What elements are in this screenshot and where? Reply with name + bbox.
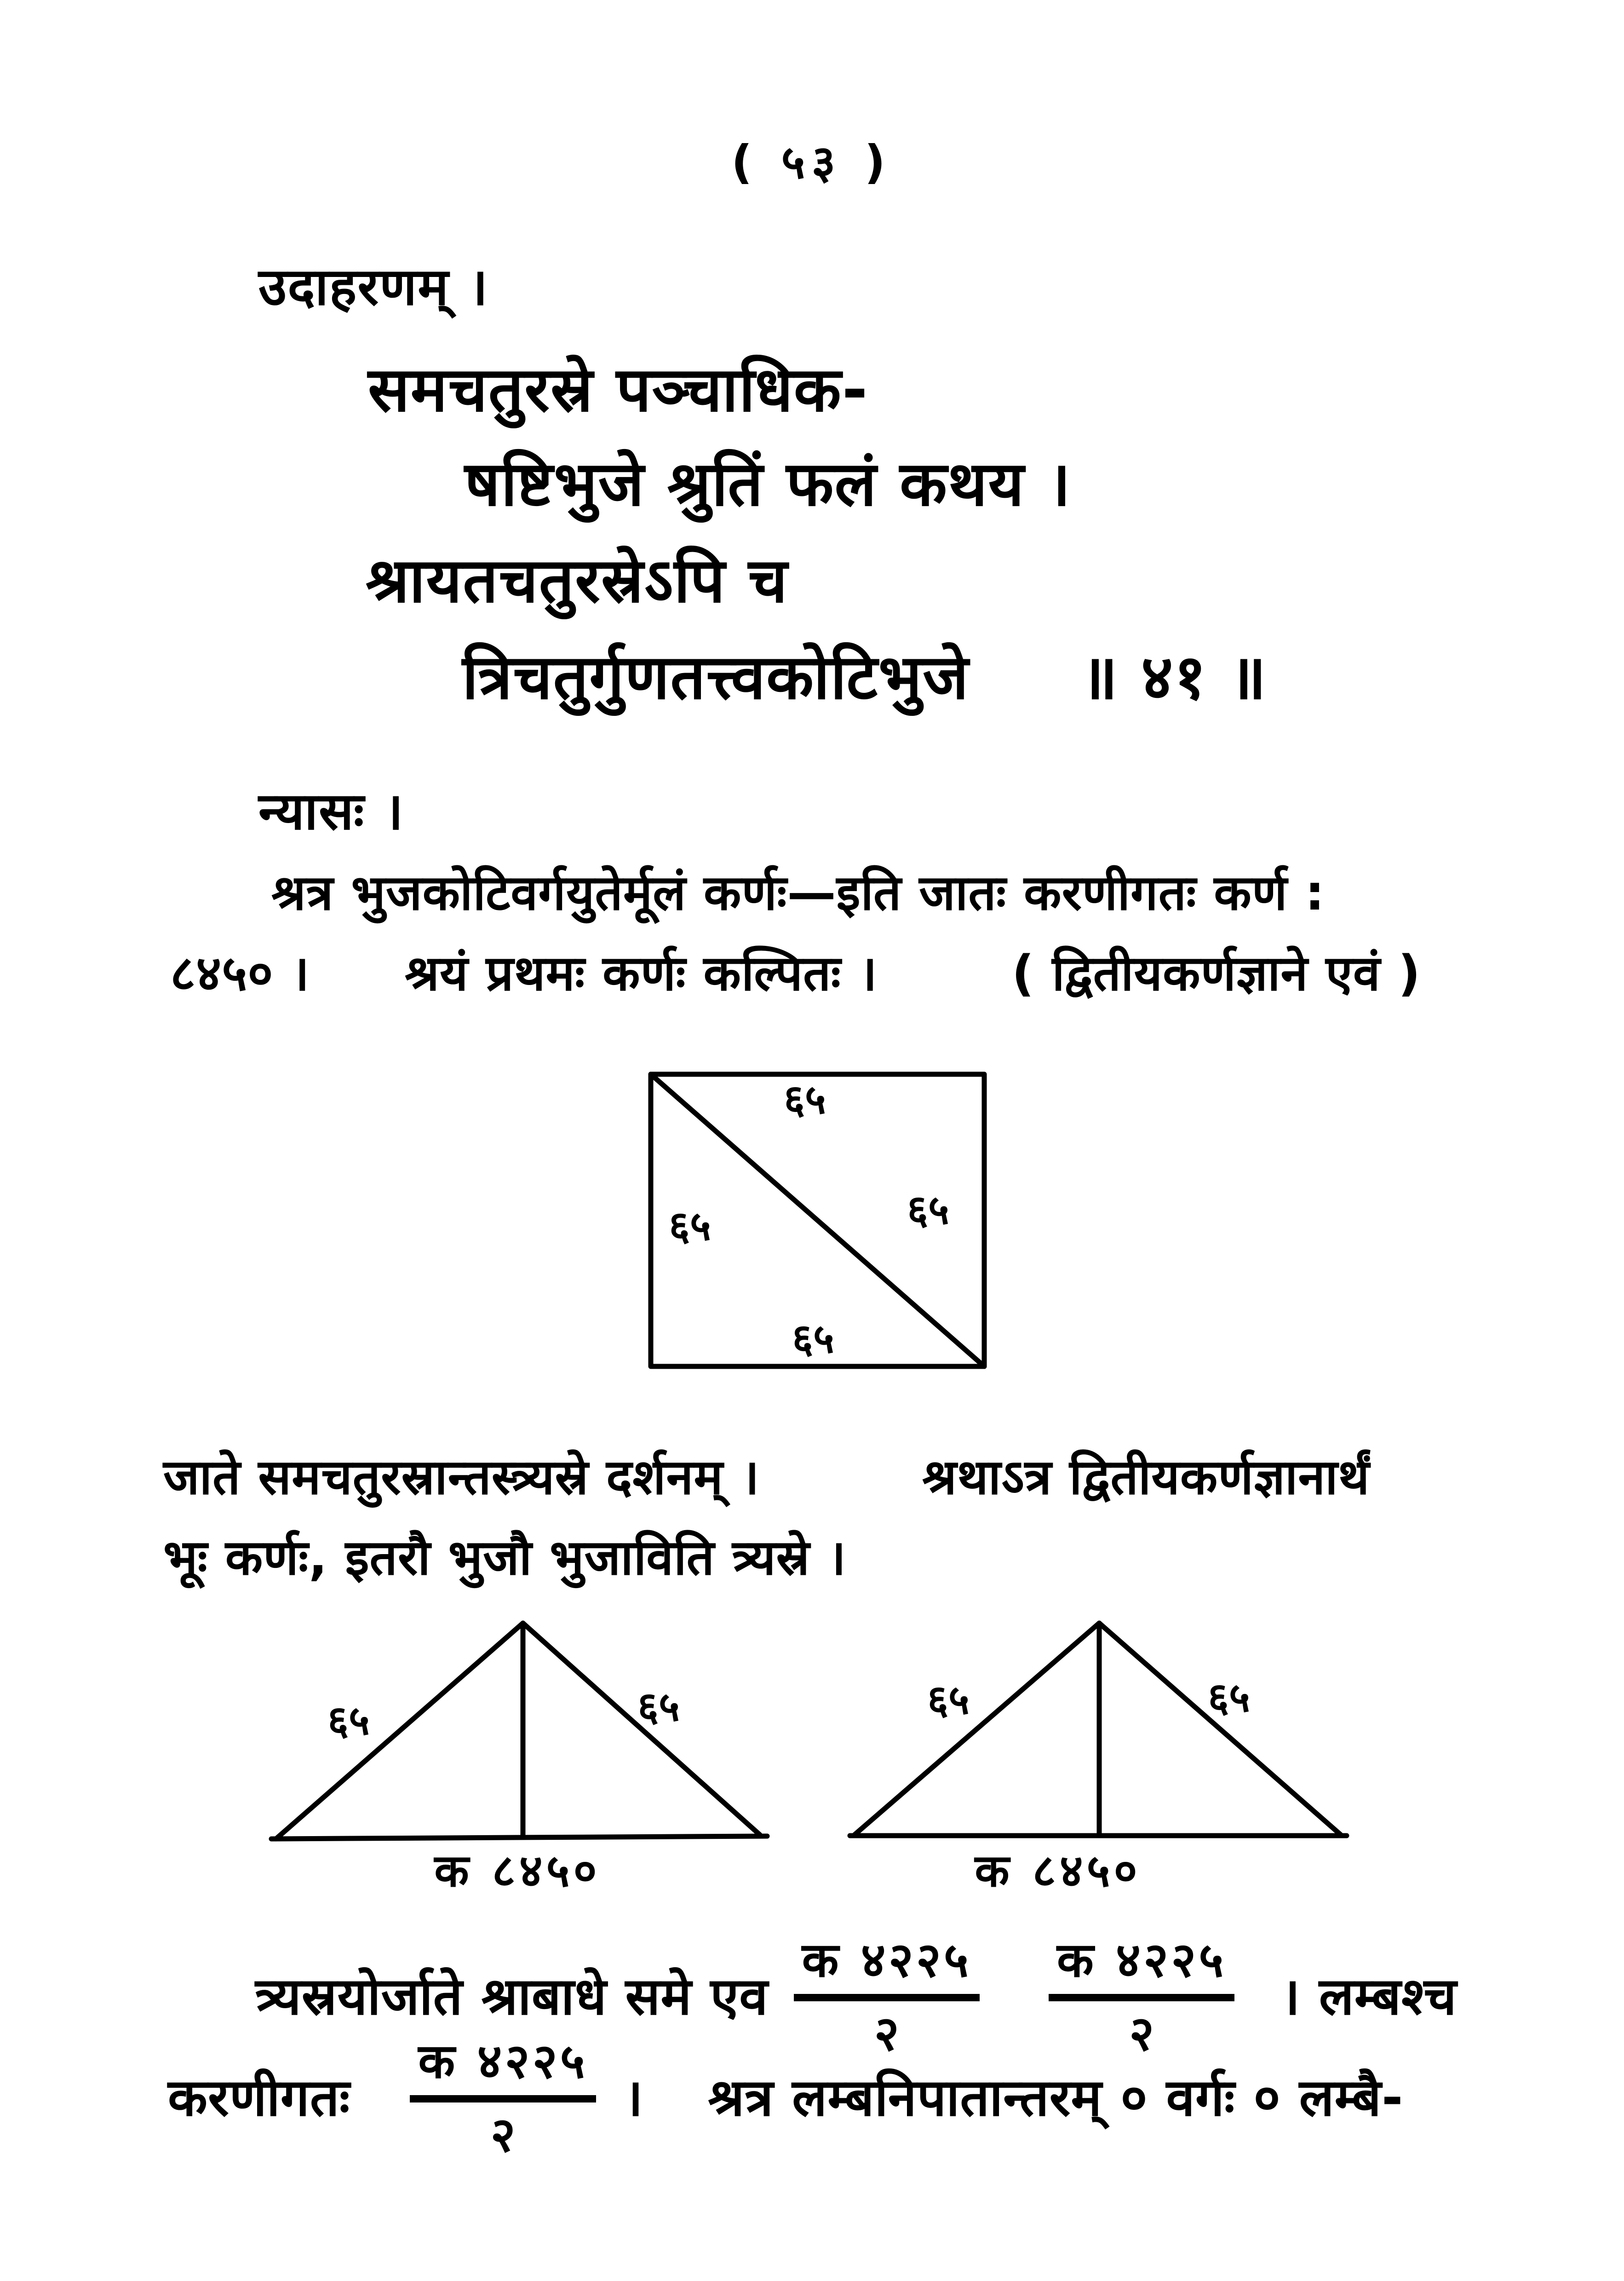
fraction-1-denominator: २	[874, 2005, 899, 2062]
paragraph1-line2-number: ८४५० ।	[170, 945, 310, 1002]
paragraph1-line2-mid: श्रयं प्रथमः कर्णः कल्पितः ।	[405, 945, 878, 1002]
fraction-2-denominator: २	[1129, 2005, 1154, 2062]
last-line-danda: ।	[623, 2068, 644, 2128]
fraction-3-denominator: २	[490, 2107, 516, 2163]
verse-line-2: षष्टिभुजे श्रुतिं फलं कथय ।	[465, 448, 1072, 520]
square-label-right: ६५	[907, 1186, 949, 1233]
paragraph2-line1b: श्रथाऽत्र द्वितीयकर्णज्ञानार्थं	[922, 1449, 1370, 1505]
page-number: ( ५३ )	[731, 135, 892, 189]
example-heading: उदाहरणम् ।	[258, 257, 489, 317]
triangle-left-side-left	[276, 1623, 523, 1839]
formula-prefix: त्र्यस्रयोर्जाते श्राबाधे समे एव	[255, 1966, 769, 2027]
last-line-rest: श्रत्र लम्बनिपातान्तरम् ० वर्गः ० लम्बै-	[708, 2068, 1404, 2128]
nyasa-heading: न्यासः ।	[258, 782, 404, 841]
square-label-bottom: ६५	[792, 1315, 834, 1362]
triangle-right-label-side-left: ६५	[927, 1676, 970, 1723]
paragraph1-line2-paren: ( द्वितीयकर्णज्ञाने एवं )	[1012, 945, 1421, 1002]
triangle-figures	[0, 1583, 1624, 1914]
fraction-1-numerator: क ४२२५	[794, 1936, 980, 2001]
triangle-left-base	[271, 1836, 767, 1839]
last-line-prefix: करणीगतः	[168, 2068, 350, 2128]
verse-line-4: त्रिचतुर्गुणतत्त्वकोटिभुजे	[462, 641, 970, 713]
verse-line-1: समचतुरस्रे पञ्चाधिक-	[368, 354, 869, 426]
triangle-left-label-side-right: ६५	[637, 1683, 680, 1730]
paragraph2-line2: भूः कर्णः, इतरौ भुजौ भुजाविति त्र्यस्रे ।	[163, 1529, 847, 1586]
fraction-3-numerator: क ४२२५	[410, 2037, 596, 2102]
paragraph2-line1a: जाते समचतुरस्रान्तस्त्र्यस्रे दर्शनम् ।	[163, 1449, 760, 1505]
triangle-right-label-side-right: ६५	[1208, 1674, 1250, 1721]
verse-number: ॥ ४१ ॥	[1081, 641, 1268, 713]
fraction-3	[410, 2033, 596, 2163]
last-line	[168, 2020, 1404, 2176]
triangle-left-label-side-left: ६५	[327, 1697, 370, 1744]
square-label-left: ६५	[669, 1202, 711, 1250]
square-label-top: ६५	[784, 1076, 826, 1123]
triangle-right-side-left	[855, 1623, 1099, 1835]
paragraph1-line1: श्रत्र भुजकोटिवर्गयुतेर्मूलं कर्णः—इति जातः करणीगतः कर्ण :	[271, 864, 1325, 921]
square-figure	[621, 1049, 1026, 1408]
triangle-left-label-base: क ८४५०	[434, 1845, 601, 1897]
triangle-right-side-right	[1099, 1623, 1341, 1835]
fraction-2-numerator: क ४२२५	[1049, 1936, 1234, 2001]
verse-line-3: श्रायतचतुरस्रेऽपि च	[366, 545, 789, 616]
triangle-right-label-base: क ८४५०	[975, 1845, 1141, 1897]
formula-suffix: । लम्बश्च	[1280, 1966, 1457, 2027]
